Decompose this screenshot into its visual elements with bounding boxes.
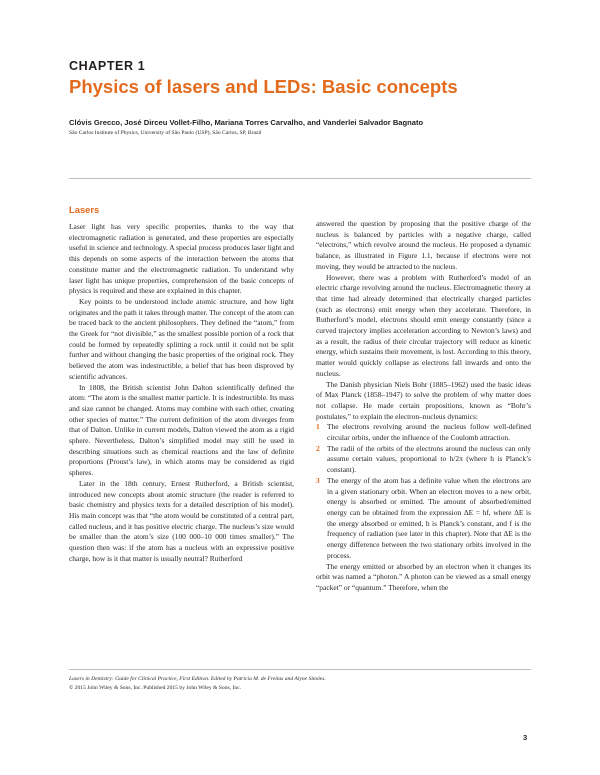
paragraph: The Danish physician Niels Bohr (1885–1962) used the basic ideas of Max Planck (1858–1947) to solve the problem of why matter does not collapse. He made certain propositions, known as “Bohr’s postulates,” to explain the electron–nucleus dynamics: xyxy=(316,379,531,421)
paragraph: Laser light has very specific properties, thanks to the way that electromagnetic radiation is generated, and these properties are especially useful in science and technology. A special process produces laser light and this depends on some aspects of the interaction between the atoms that constitute matter and the electromagnetic radiation. To understand why laser light has unique properties, comprehension of the basic concepts of physics is required and these are explained in this chapter. xyxy=(69,222,294,296)
book-citation: Lasers in Dentistry: Guide for Clinical Practice, First Edition. Edited by Patrícia M. de Freitas and Alyne Simões. xyxy=(69,676,326,682)
list-number: 3 xyxy=(316,475,320,485)
list-item xyxy=(316,422,531,443)
paragraph: The energy emitted or absorbed by an electron when it changes its orbit was named a “photon.” A photon can be viewed as a small energy “packet” or “quantum.” Therefore, when the xyxy=(316,561,531,592)
list-number: 2 xyxy=(316,443,320,453)
footer xyxy=(69,675,531,693)
chapter-label: CHAPTER 1 xyxy=(69,59,146,73)
page-number: 3 xyxy=(523,733,528,742)
affiliation-line: São Carlos Institute of Physics, University of São Paulo (USP), São Carlos, SP, Brazil xyxy=(69,130,262,136)
list-item xyxy=(316,476,531,562)
list-item-text: The electrons revolving around the nucleus follow well-defined circular orbits, under the influence of the Coulomb attraction. xyxy=(327,422,531,443)
paragraph: answered the question by proposing that the positive charge of the nucleus is balanced by particles with a negative charge, called “electrons,” which revolve around the nucleus. He proposed a dynamic balance, as illustrated in Figure 1.1, because if electrons were not moving, they would be attracted to the nucleus. xyxy=(316,219,531,271)
paragraph: In 1808, the British scientist John Dalton scientifically defined the atom: “The atom is the smallest matter particle. It is indestructible. Its mass and size cannot be changed. Atoms may combine with each other, creating other species of matter.” The current definition of the atom diverges from that of Dalton. Unlike in current models, Dalton viewed the atom as a rigid sphere. Nevertheless, Dalton’s simplified model may still be used in describing situations such as chemical reactions and the law of definite proportions (Proust’s law), in which atoms may be considered as rigid spheres. xyxy=(69,382,294,478)
authors-line: Clóvis Grecco, José Dirceu Vollet-Filho, Mariana Torres Carvalho, and Vanderlei Salvador Bagnato xyxy=(69,118,424,127)
footer-divider xyxy=(69,669,531,670)
header-divider xyxy=(69,178,531,179)
section-heading: Lasers xyxy=(69,204,100,215)
postulates-list xyxy=(316,422,531,561)
paragraph: Later in the 18th century, Ernest Rutherford, a British scientist, introduced new concepts about atomic structure (the reader is referred to basic chemistry and physics texts for a detailed description of his model). His main concept was that “the atom would be constituted of a central part, called nucleus, and it has positive electric charge. The nucleus’s size would be smaller than the atom’s size (100 000–10 000 times smaller).” The question then was: if the atom has a nucleus with an expressive positive charge, how is it that matter is usually neutral? Rutherford xyxy=(69,478,294,563)
paragraph: However, there was a problem with Rutherford’s model of an electric charge revolving around the nucleus. Electromagnetic theory at that time had already determined that electrically charged particles (such as electrons) emit energy when they accelerate. Therefore, in Rutherford’s model, electrons should emit energy constantly (since a curved trajectory implies acceleration according to Newton’s laws) and as a result, the radius of their circular trajectory will reduce as kinetic energy, which sustains their movement, is lost. According to this theory, matter would quickly collapse as electrons fall inwards and onto the nucleus. xyxy=(316,272,531,378)
left-column xyxy=(69,222,294,565)
list-item xyxy=(316,444,531,476)
paragraph: Key points to be understood include atomic structure, and how light originates and the path it takes through matter. The concept of the atom can be traced back to the ancient philosophers. They defined the “atom,” from the Greek for “not divisible,” as the smallest possible portion of a rock that could be formed by repeatedly splitting a rock until it could not be split further and without changing the basic properties of the original rock. They believed the atom was indestructible, a belief that has been disproved by scientific advances. xyxy=(69,296,294,381)
list-item-text: The energy of the atom has a definite value when the electrons are in a given stationary orbit. When an electron moves to a new orbit, energy is absorbed or emitted. The amount of absorbed/emitted energy can be obtained from the expression ΔE = hf, where ΔE is the energy absorbed or emitted, h is Planck’s constant, and f is the frequency of radiation (see later in this chapter). Note that ΔE is the energy difference between the two stationary orbits involved in the process. xyxy=(327,475,531,560)
right-column xyxy=(316,219,531,594)
list-item-text: The radii of the orbits of the electrons around the nucleus can only assume certain values, proportional to h/2π (where h is Planck’s constant). xyxy=(327,443,531,475)
list-number: 1 xyxy=(316,422,320,432)
chapter-title: Physics of lasers and LEDs: Basic concepts xyxy=(69,76,458,97)
copyright-line: © 2015 John Wiley & Sons, Inc. Published 2015 by John Wiley & Sons, Inc. xyxy=(69,685,242,691)
